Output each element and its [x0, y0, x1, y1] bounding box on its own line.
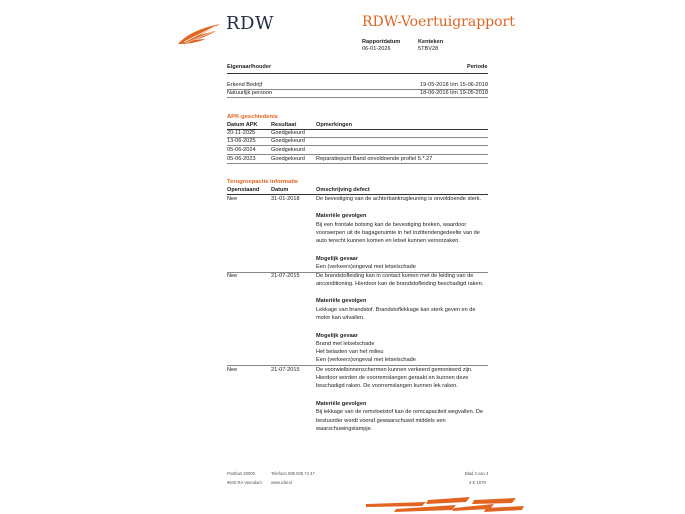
- apk-result: Goedgekeurd: [271, 156, 305, 162]
- footer-postbus: Postbus 30000: [227, 471, 255, 476]
- rdw-logo-icon: [176, 22, 222, 46]
- material-consequences-line: waarschuwingslampje.: [316, 426, 373, 432]
- recall-defect: De bevestiging van de achterbankrugleuning is onvoldoende sterk.: [316, 196, 482, 202]
- divider: [227, 194, 488, 195]
- owners-header-name: Eigenaar/houder: [227, 64, 272, 70]
- material-consequences-line: Lekkage van brandstof. Brandstoflekkage kan sterk geven en de: [316, 307, 476, 313]
- apk-date: 20-11-2025: [227, 130, 256, 136]
- recall-defect-line: beschadigd raken. De voorremslangen kunnen lek raken.: [316, 383, 458, 389]
- owner-name: Erkend Bedrijf: [227, 82, 263, 88]
- decorative-stripes-icon: [366, 496, 526, 514]
- kenteken-label: Kenteken: [418, 39, 444, 45]
- material-consequences-label: Materiële gevolgen: [316, 298, 367, 304]
- recall-date: 31-01-2018: [271, 196, 300, 202]
- recall-defect-line: De brandstofleiding kan in contact komen met de leiding van de: [316, 273, 474, 279]
- apk-note: Reparatiepunt Band onvoldoende profiel 5.*.27: [316, 156, 433, 162]
- possible-danger-label: Mogelijk gevaar: [316, 333, 358, 339]
- material-consequences-line: Bij een frontale botsing kan de bevestiging breken, waardoor: [316, 222, 467, 228]
- footer-telefoon: Telefoon 088 008 74 47: [271, 471, 315, 476]
- recall-defect-line: Hierdoor worden de voorremslangen geraakt en kunnen deze: [316, 375, 469, 381]
- apk-date: 13-06-2025: [227, 138, 256, 144]
- possible-danger-label: Mogelijk gevaar: [316, 256, 358, 262]
- recall-date: 21-07-2015: [271, 367, 300, 373]
- recall-header-open: Openstaand: [227, 187, 260, 193]
- material-consequences-line: motor kan uitvallen.: [316, 315, 365, 321]
- material-consequences-label: Materiële gevolgen: [316, 213, 367, 219]
- document-title: RDW-Voertuigrapport: [362, 14, 515, 30]
- rapportdatum-label: Rapportdatum: [362, 39, 401, 45]
- material-consequences-line: bestuurder wordt vooraf gewaarschuwd middels een: [316, 418, 446, 424]
- recall-date: 21-07-2015: [271, 273, 300, 279]
- possible-danger-line: Brand met letselschade: [316, 341, 375, 347]
- apk-result: Goedgekeurd: [271, 130, 305, 136]
- recall-header-date: Datum: [271, 187, 289, 193]
- recall-open: Nee: [227, 196, 238, 202]
- footer-code: 3 E 1679: [469, 480, 486, 485]
- material-consequences-line: voorwerpen uit de bagageruimte in het inzittendengedeelte van de: [316, 230, 480, 236]
- material-consequences-label: Materiële gevolgen: [316, 401, 367, 407]
- apk-header-result: Resultaat: [271, 122, 297, 128]
- divider: [227, 97, 488, 98]
- recall-defect-line: airconditioning. Hierdoor kan de brandstofleiding beschadigd raken.: [316, 281, 484, 287]
- divider: [227, 129, 488, 130]
- footer-web: www.rdw.nl: [271, 480, 292, 485]
- divider: [227, 73, 488, 74]
- divider: [227, 137, 488, 138]
- recall-header-defect: Omschrijving defect: [316, 187, 370, 193]
- material-consequences-line: auto terecht kunnen komen en letsel kunnen veroorzaken.: [316, 238, 460, 244]
- owner-period: 19-05-2018 t/m 15-06-2018: [420, 82, 489, 88]
- divider: [227, 163, 488, 164]
- apk-result: Goedgekeurd: [271, 147, 305, 153]
- divider: [227, 154, 488, 155]
- possible-danger-line: Een (verkeers)ongeval met letselschade: [316, 357, 416, 363]
- apk-result: Goedgekeurd: [271, 138, 305, 144]
- kenteken-value: 5TBV28: [418, 46, 439, 52]
- logo-text: RDW: [226, 13, 274, 34]
- recall-open: Nee: [227, 273, 238, 279]
- apk-header-notes: Opmerkingen: [316, 122, 353, 128]
- possible-danger-line: Het belasten van het milieu: [316, 349, 384, 355]
- material-consequences-line: Bij lekkage van de remvloeistof kan de remcapaciteit wegvallen. De: [316, 409, 483, 415]
- footer-page: Blad 3 van 4: [465, 471, 489, 476]
- footer-city: 9640 RA Veendam: [227, 480, 262, 485]
- apk-date: 05-06-2023: [227, 156, 256, 162]
- recall-section-title: Terugroepactie informatie: [227, 179, 299, 185]
- owner-period: 18-06-2016 t/m 19-05-2018: [420, 90, 489, 96]
- owners-header-period: Periode: [467, 64, 488, 70]
- rapportdatum-value: 06-01-2026: [362, 46, 391, 52]
- divider: [227, 365, 488, 366]
- recall-defect-line: De voorwielbinnenschermen kunnen verkeerd gemonteerd zijn.: [316, 367, 473, 373]
- owner-name: Natuurlijk persoon: [227, 90, 273, 96]
- apk-date: 05-06-2024: [227, 147, 256, 153]
- divider: [227, 145, 488, 146]
- recall-open: Nee: [227, 367, 238, 373]
- apk-header-date: Datum APK: [227, 122, 258, 128]
- possible-danger-line: Een (verkeers)ongeval met letselschade: [316, 264, 416, 270]
- apk-section-title: APK-geschiedenis: [227, 114, 278, 120]
